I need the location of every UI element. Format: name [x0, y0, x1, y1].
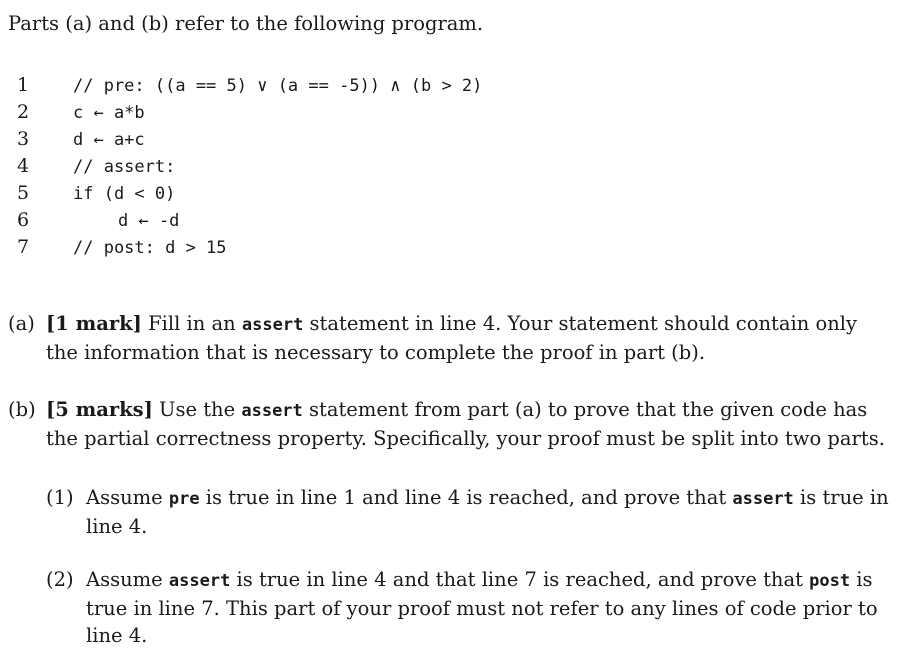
line-number: 4	[16, 155, 30, 177]
line-number: 6	[16, 209, 30, 231]
part-a-text-1: Fill in an	[141, 312, 242, 335]
part-a-text	[46, 310, 892, 366]
code-line: // assert:	[73, 157, 176, 177]
subpart-1-text-1: Assume	[86, 486, 169, 509]
subpart-2-text	[86, 566, 892, 649]
part-a-text-2: statement in line 4. Your statement should contain only the information that is necessary to complete the proof in part (b).	[46, 312, 858, 364]
assert-keyword: assert	[732, 489, 794, 509]
part-b-marks: [5 marks]	[46, 398, 153, 421]
part-b-label: (b)	[8, 398, 36, 421]
assert-keyword: assert	[168, 571, 231, 591]
intro-text: Parts (a) and (b) refer to the following program.	[8, 12, 484, 35]
part-b-text-2: statement from part (a) to prove that the given code has the partial correctness property. Specifically, your proof must be split into two parts.	[46, 398, 885, 450]
part-b-text	[46, 396, 892, 452]
assert-keyword: assert	[241, 315, 304, 335]
subpart-2-text-1: Assume	[86, 568, 169, 591]
subpart-1-text	[86, 484, 892, 540]
subpart-1-label: (1)	[46, 486, 74, 509]
line-number: 7	[16, 236, 30, 258]
line-number: 1	[16, 74, 30, 96]
code-line: if (d < 0)	[73, 184, 176, 204]
part-a-label: (a)	[8, 312, 35, 335]
code-line: c ← a*b	[73, 103, 145, 123]
subpart-2-text-3: is true in line 7. This part of your proof must not refer to any lines of code prior to line 4.	[86, 568, 878, 647]
line-number: 2	[16, 101, 30, 123]
part-a-marks: [1 mark]	[46, 312, 142, 335]
pre-keyword: pre	[168, 489, 200, 509]
subpart-2-text-2: is true in line 4 and that line 7 is reached, and prove that	[230, 568, 810, 591]
subpart-1-text-2: is true in line 1 and line 4 is reached, and prove that	[199, 486, 733, 509]
line-number: 3	[16, 128, 30, 150]
part-b-text-1: Use the	[152, 398, 242, 421]
post-keyword: post	[809, 571, 851, 591]
code-line: d ← -d	[118, 211, 180, 231]
code-line: d ← a+c	[73, 130, 145, 150]
code-line: // post: d > 15	[73, 238, 227, 258]
line-number: 5	[16, 182, 30, 204]
subpart-1-text-3: is true in line 4.	[86, 486, 889, 538]
subpart-2-label: (2)	[46, 568, 74, 591]
assert-keyword: assert	[241, 401, 303, 421]
code-line: // pre: ((a == 5) ∨ (a == -5)) ∧ (b > 2)	[73, 76, 483, 96]
